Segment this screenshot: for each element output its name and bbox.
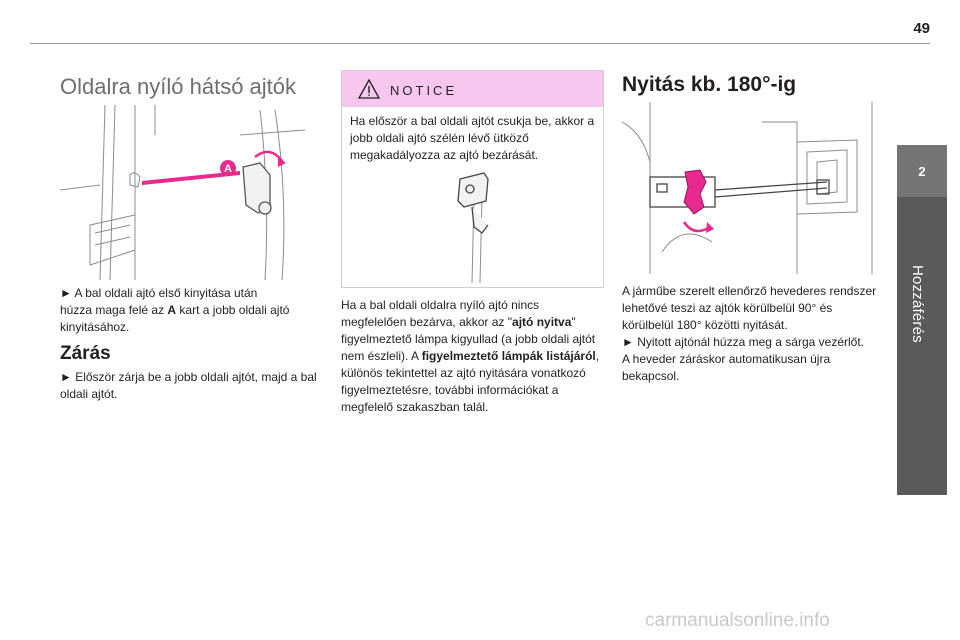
warning-lamp-paragraph: Ha a bal oldali oldalra nyíló ajtó nincs megfelelően bezárva, akkor az "ajtó nyitva" figyelmeztető lámpa kigyullad (a jobb oldali ajtót nem észleli). A figyelmeztető lámpák listájáról, különös tekintettel az ajtó nyitására vonatkozó figyelmeztetésre, további információkat a megfelelő szakaszban talál. bbox=[341, 298, 600, 414]
notice-title: NOTICE bbox=[390, 83, 458, 98]
instruction-open: ► A bal oldali ajtó első kinyitása után húzza maga felé az A kart a jobb oldali ajtó kinyitásához. bbox=[60, 286, 290, 334]
section-title-closing: Zárás bbox=[60, 343, 111, 364]
section-title-rear-doors: Oldalra nyíló hátsó ajtók bbox=[60, 74, 297, 99]
notice-box bbox=[341, 70, 604, 288]
warning-icon bbox=[357, 78, 381, 100]
chapter-title: Hozzáférés bbox=[909, 265, 926, 343]
notice-text: Ha először a bal oldali ajtót csukja be, akkor a jobb oldali ajtó szélén lévő ütköző megakadályozza az ajtó bezárását. bbox=[350, 114, 595, 162]
section-title-180-opening: Nyitás kb. 180°-ig bbox=[622, 73, 797, 96]
check-strap-description: A járműbe szerelt ellenőrző hevederes rendszer lehetővé teszi az ajtók körülbelül 90° és körülbelül 180° közötti nyitását. ► Nyitott ajtónál húzza meg a sárga vezérlőt. A heveder záráskor automatikusan újra bekapcsol. bbox=[622, 284, 877, 383]
door-stop-illustration bbox=[452, 167, 502, 283]
check-strap-illustration bbox=[622, 102, 880, 274]
chapter-number: 2 bbox=[918, 164, 926, 179]
rear-door-lever-illustration bbox=[60, 105, 325, 280]
figure-label-a: A bbox=[224, 163, 232, 175]
notice-header bbox=[342, 71, 603, 107]
instruction-closing: ► Először zárja be a jobb oldali ajtót, majd a bal oldali ajtót. bbox=[60, 370, 317, 401]
top-rule bbox=[30, 43, 930, 44]
page-number: 49 bbox=[913, 20, 930, 37]
watermark: carmanualsonline.info bbox=[645, 610, 830, 631]
